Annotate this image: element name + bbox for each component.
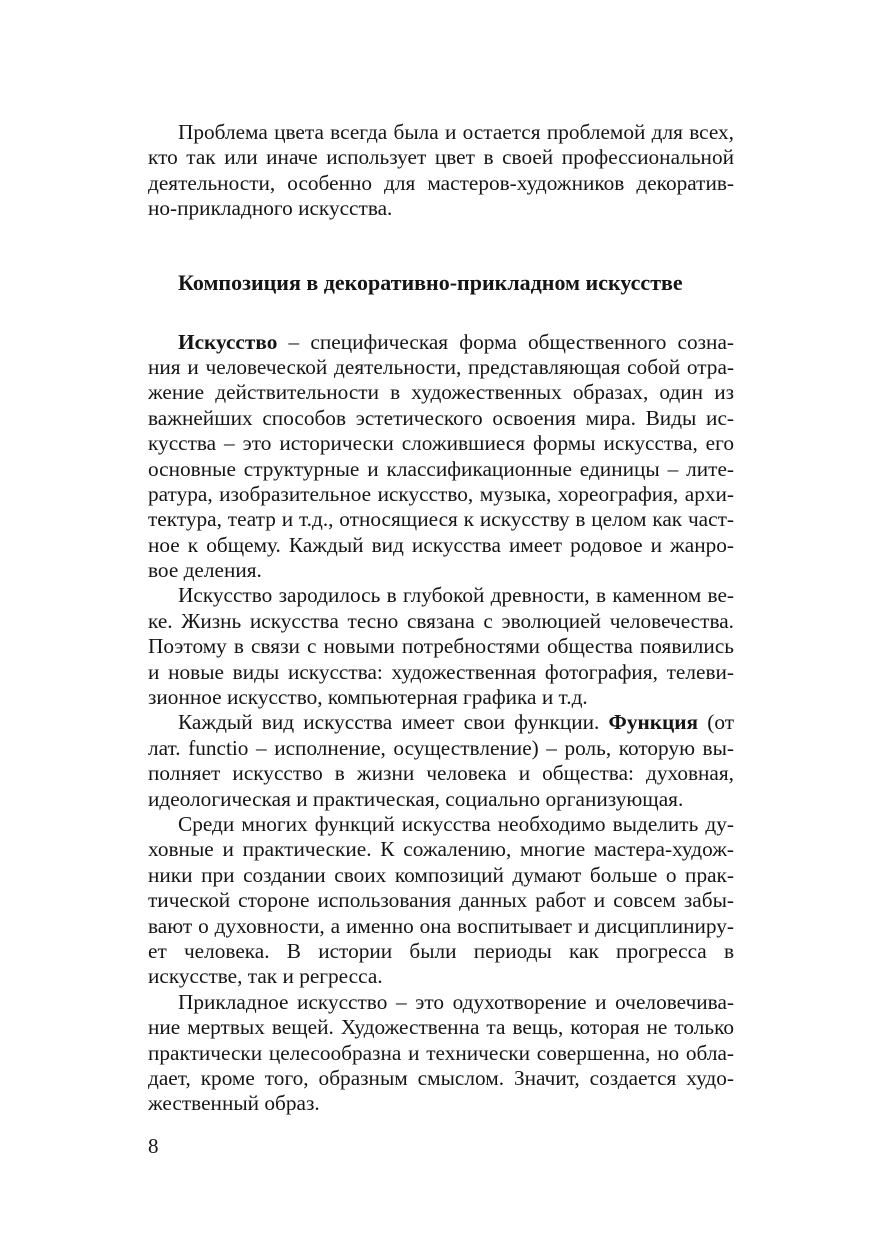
text-line: искусстве, так и регресса. (148, 964, 383, 989)
text-line: жение действительности в художественных образах, один из (148, 380, 734, 405)
text-line: основные структурные и классификационные единицы – лите- (148, 456, 734, 481)
text-line: Поэтому в связи с новыми потребностями общества появились (148, 634, 734, 659)
text-line: и новые виды искусства: художественная фотография, телеви- (148, 659, 734, 684)
term-iskusstvo: Искусство (178, 329, 278, 354)
text-line: кусства – это исторически сложившиеся формы искусства, его (148, 431, 734, 456)
text-line: практически целесообразна и технически совершенна, но обла- (148, 1040, 734, 1065)
text-line: зионное искусство, компьютерная графика и т.д. (148, 685, 588, 710)
intro-paragraph (148, 120, 734, 222)
text-line: ния и человеческой деятельности, представляющая собой отра- (148, 354, 734, 379)
text-line: важнейших способов эстетического освоения мира. Виды ис- (148, 405, 734, 430)
text-line: тической стороне использования данных работ и совсем забы- (148, 888, 734, 913)
paragraph-origin (148, 583, 734, 710)
text-line: вое деления. (148, 558, 262, 583)
text-line: деятельности, особенно для мастеров-художников декоратив- (148, 170, 734, 195)
text-line: Прикладное искусство – это одухотворение и очеловечива- (178, 989, 734, 1014)
paragraph-functions (148, 710, 734, 812)
text-fragment: (от (698, 710, 735, 735)
text-line: ет человека. В истории были периоды как прогресса в (148, 938, 734, 963)
text-line: ники при создании своих композиций думают больше о прак- (148, 862, 734, 887)
text-line: кто так или иначе использует цвет в своей профессиональной (148, 145, 734, 170)
text-line: ние мертвых вещей. Художественна та вещь, которая не только (148, 1015, 734, 1040)
text-line: ке. Жизнь искусства тесно связана с эволюцией человечества. (148, 608, 734, 633)
text-line: лат. functio – исполнение, осуществление) – роль, которую вы- (148, 735, 734, 760)
text-line: идеологическая и практическая, социально организующая. (148, 786, 684, 811)
text-line: дает, кроме того, образным смыслом. Значит, создается худо- (148, 1065, 734, 1090)
paragraph-spiritual-practical (148, 812, 734, 990)
term-funktsiya: Функция (608, 710, 699, 735)
page-number: 8 (148, 1134, 159, 1158)
text-line: ховные и практические. К сожалению, многие мастера-худож- (148, 837, 734, 862)
text-line: вают о духовности, а именно она воспитывает и дисциплиниру- (148, 913, 734, 938)
text-line: Среди многих функций искусства необходимо выделить ду- (178, 811, 734, 836)
paragraph-applied-art (148, 990, 734, 1117)
text-line: ное к общему. Каждый вид искусства имеет родовое и жанро- (148, 532, 734, 557)
page-body (148, 120, 734, 1117)
text-line: полняет искусство в жизни человека и общества: духовная, (148, 761, 734, 786)
text-line: тектура, театр и т.д., относящиеся к искусству в целом как част- (148, 507, 734, 532)
paragraph-art-definition (148, 330, 734, 584)
text-line: ратура, изобразительное искусство, музыка, хореография, архи- (148, 481, 734, 506)
text-line (148, 710, 734, 735)
text-line: Проблема цвета всегда была и остается проблемой для всех, (178, 120, 734, 144)
text-line: Искусство зародилось в глубокой древности, в каменном ве- (178, 583, 734, 608)
text-line (148, 330, 734, 355)
text-line: но-прикладного искусства. (148, 196, 393, 221)
text-fragment: Каждый вид искусства имеет свои функции. (178, 710, 609, 735)
text-line: жественный образ. (148, 1091, 320, 1116)
text-fragment: – специфическая форма общественного созна- (277, 329, 734, 354)
section-heading: Композиция в декоративно-прикладном искусстве (178, 269, 683, 295)
